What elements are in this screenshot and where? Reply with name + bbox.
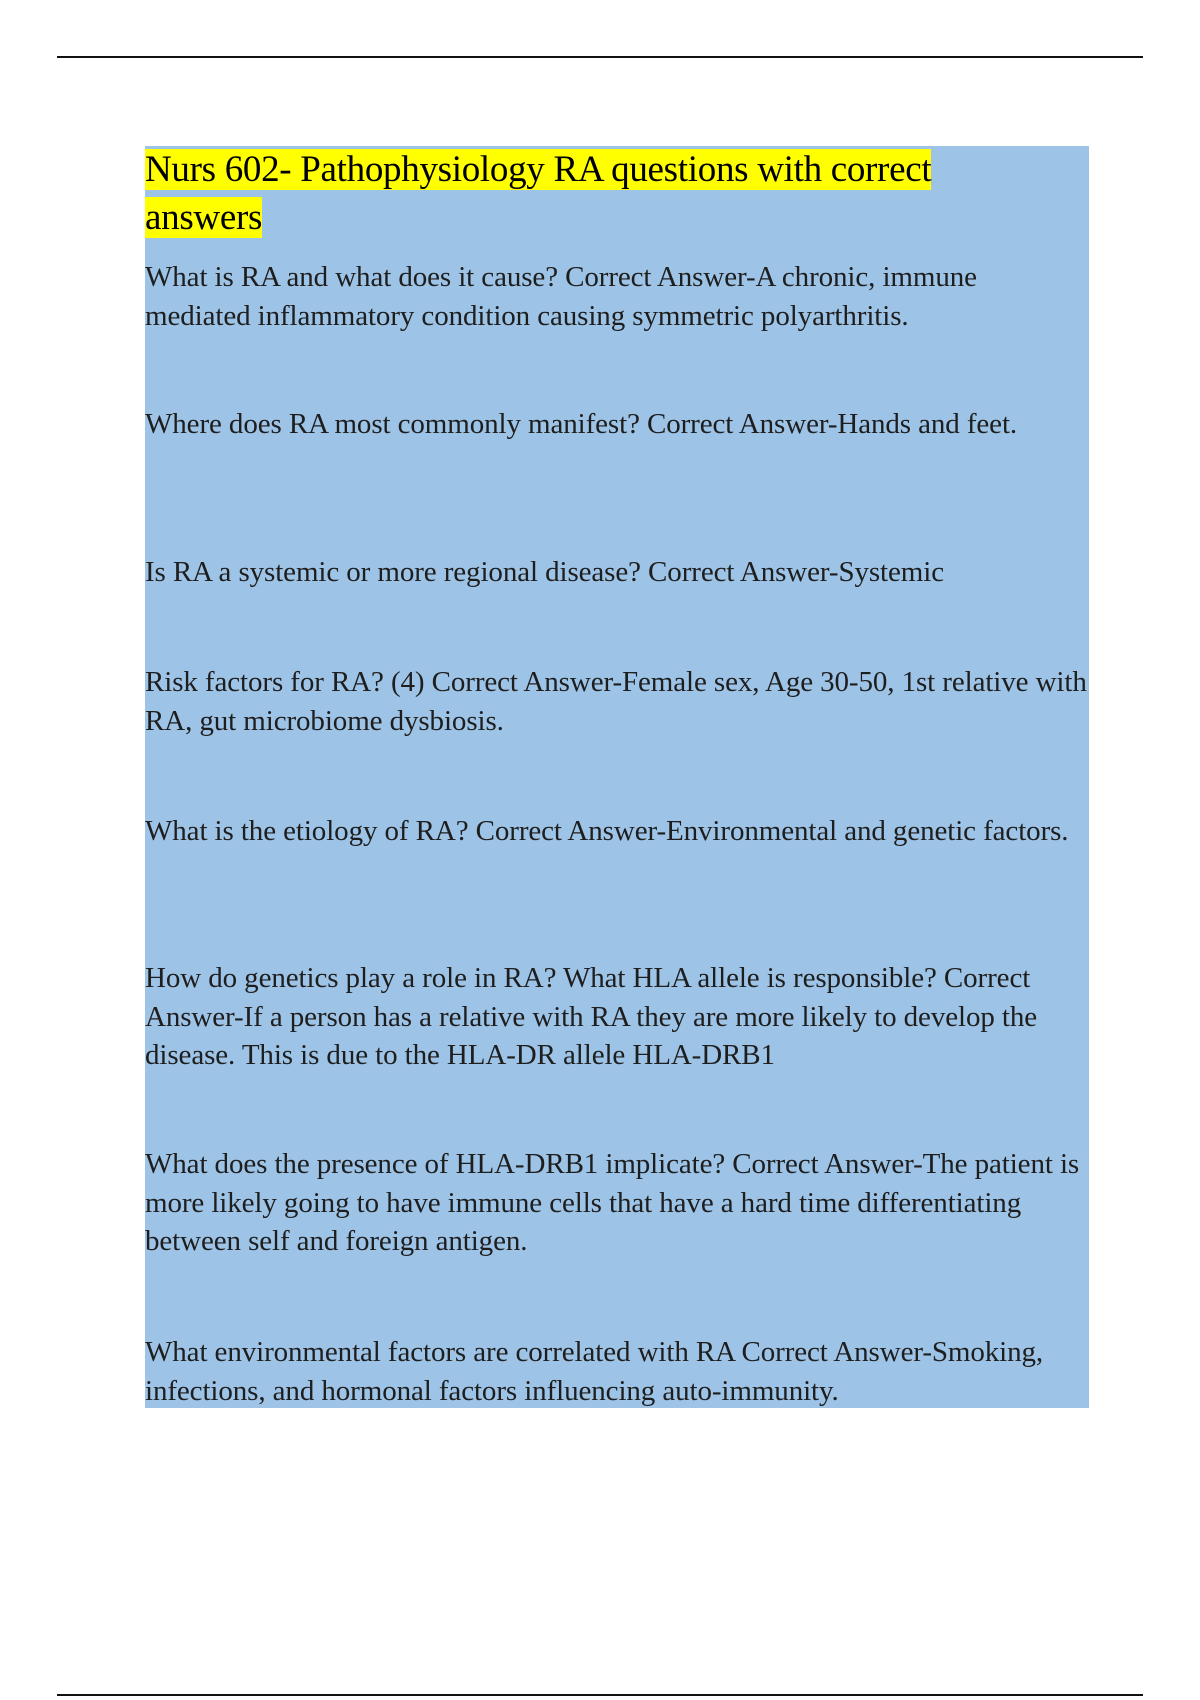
qa-item: What does the presence of HLA-DRB1 implicate? Correct Answer-The patient is more likely going to have immune cells that have a hard time differentiating between self and foreign antigen. [145,1148,1080,1257]
qa-item: Risk factors for RA? (4) Correct Answer-Female sex, Age 30-50, 1st relative with RA, gut microbiome dysbiosis. [145,666,1087,737]
qa-item: What is the etiology of RA? Correct Answer-Environmental and genetic factors. [145,815,1069,847]
qa-item: Where does RA most commonly manifest? Correct Answer-Hands and feet. [145,408,1018,440]
header-rule [57,56,1143,58]
document-title-text: Nurs 602- Pathophysiology RA questions with correct answers [145,149,932,238]
document-title [145,146,1045,242]
qa-item: How do genetics play a role in RA? What HLA allele is responsible? Correct Answer-If a person has a relative with RA they are more likely to develop the disease. This is due to the HLA-DR allele HLA-DRB1 [145,962,1038,1071]
qa-item: What environmental factors are correlated with RA Correct Answer-Smoking, infections, and hormonal factors influencing auto-immunity. [145,1336,1044,1407]
footer-rule [57,1694,1143,1696]
qa-item: What is RA and what does it cause? Correct Answer-A chronic, immune mediated inflammatory condition causing symmetric polyarthritis. [145,261,977,332]
qa-item: Is RA a systemic or more regional disease? Correct Answer-Systemic [145,556,944,588]
